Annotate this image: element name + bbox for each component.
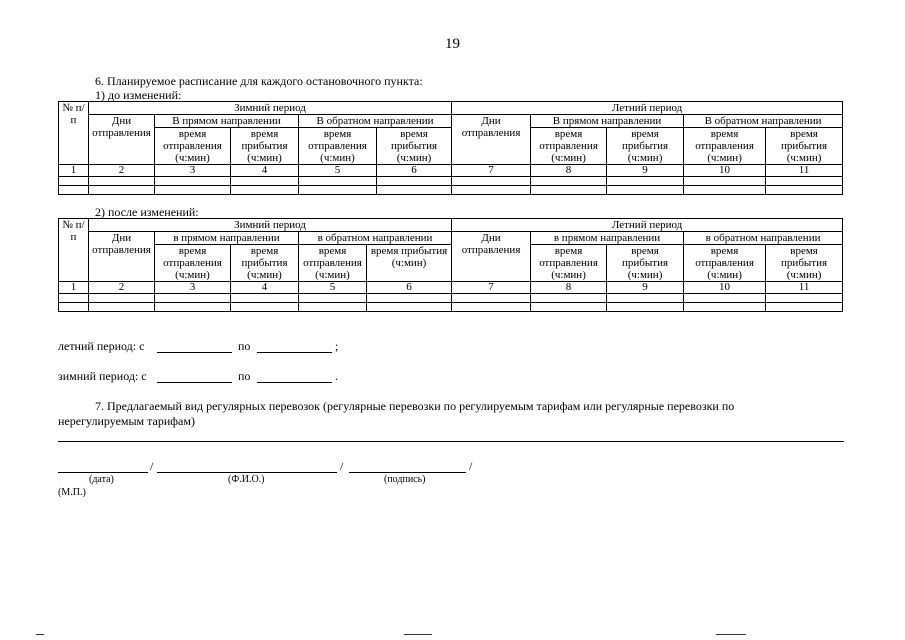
column-number: 5 bbox=[299, 282, 367, 294]
summer-period-label: летний период: с bbox=[58, 339, 145, 353]
depart-time-header: время отправления (ч:мин) bbox=[531, 128, 607, 165]
depart-time-header: время отправления (ч:мин) bbox=[155, 128, 231, 165]
scan-fragment bbox=[36, 634, 44, 635]
before-label: 1) до изменений: bbox=[95, 88, 182, 102]
column-number: 3 bbox=[155, 282, 231, 294]
winter-to-label: по bbox=[238, 369, 251, 383]
depart-time-header: время отправления (ч:мин) bbox=[531, 245, 607, 282]
winter-end-punct: . bbox=[335, 369, 338, 383]
slash-separator: / bbox=[150, 459, 154, 473]
winter-forward-header: в прямом направлении bbox=[155, 232, 299, 245]
summer-period-header: Летний период bbox=[452, 219, 843, 232]
column-number: 3 bbox=[155, 165, 231, 177]
column-number: 5 bbox=[299, 165, 377, 177]
arrive-time-header: время прибытия (ч:мин) bbox=[367, 245, 452, 282]
summer-start-field[interactable] bbox=[157, 352, 232, 353]
page-number: 19 bbox=[445, 36, 460, 52]
column-number: 1 bbox=[59, 165, 89, 177]
name-caption: (Ф.И.О.) bbox=[228, 474, 265, 485]
winter-backward-header: В обратном направлении bbox=[299, 115, 452, 128]
column-number: 11 bbox=[766, 165, 843, 177]
winter-backward-header: в обратном направлении bbox=[299, 232, 452, 245]
summer-end-field[interactable] bbox=[257, 352, 332, 353]
date-caption: (дата) bbox=[89, 474, 114, 485]
slash-separator: / bbox=[469, 459, 473, 473]
arrive-time-header: время прибытия (ч:мин) bbox=[607, 128, 684, 165]
column-number: 6 bbox=[367, 282, 452, 294]
summer-forward-header: В прямом направлении bbox=[531, 115, 684, 128]
stamp-caption: (М.П.) bbox=[58, 487, 86, 498]
arrive-time-header: время прибытия (ч:мин) bbox=[231, 128, 299, 165]
column-number: 9 bbox=[607, 282, 684, 294]
col-number-header: № п/п bbox=[59, 219, 89, 282]
name-field[interactable] bbox=[157, 472, 337, 473]
column-number: 4 bbox=[231, 165, 299, 177]
arrive-time-header: время прибытия (ч:мин) bbox=[607, 245, 684, 282]
table-row bbox=[59, 186, 843, 195]
scan-fragment bbox=[404, 634, 432, 635]
column-number: 6 bbox=[377, 165, 452, 177]
summer-backward-header: в обратном направлении bbox=[684, 232, 843, 245]
summer-period-header: Летний период bbox=[452, 102, 843, 115]
summer-days-header: Дни отправления bbox=[452, 232, 531, 282]
column-number: 11 bbox=[766, 282, 843, 294]
section7-line2: нерегулируемым тарифам) bbox=[58, 414, 195, 428]
schedule-table-before bbox=[58, 101, 843, 195]
section6-title: 6. Планируемое расписание для каждого остановочного пункта: bbox=[95, 74, 423, 88]
winter-days-header: Дни отправления bbox=[89, 115, 155, 165]
arrive-time-header: время прибытия (ч:мин) bbox=[766, 128, 843, 165]
depart-time-header: время отправления (ч:мин) bbox=[299, 245, 367, 282]
column-number: 2 bbox=[89, 165, 155, 177]
depart-time-header: время отправления (ч:мин) bbox=[684, 245, 766, 282]
table-row bbox=[59, 303, 843, 312]
winter-end-field[interactable] bbox=[257, 382, 332, 383]
column-number: 7 bbox=[452, 282, 531, 294]
winter-period-header: Зимний период bbox=[89, 219, 452, 232]
col-number-header: № п/п bbox=[59, 102, 89, 165]
section7-line1: 7. Предлагаемый вид регулярных перевозок (регулярные перевозки по регулируемым тарифам или регулярные перевозки по bbox=[95, 399, 735, 413]
summer-to-label: по bbox=[238, 339, 251, 353]
depart-time-header: время отправления (ч:мин) bbox=[299, 128, 377, 165]
table-row bbox=[59, 294, 843, 303]
table-row bbox=[59, 177, 843, 186]
signature-caption: (подпись) bbox=[384, 474, 426, 485]
depart-time-header: время отправления (ч:мин) bbox=[684, 128, 766, 165]
scan-fragment bbox=[716, 634, 746, 635]
winter-forward-header: В прямом направлении bbox=[155, 115, 299, 128]
column-number: 2 bbox=[89, 282, 155, 294]
column-number: 8 bbox=[531, 282, 607, 294]
summer-backward-header: В обратном направлении bbox=[684, 115, 843, 128]
winter-period-label: зимний период: с bbox=[58, 369, 147, 383]
column-number: 4 bbox=[231, 282, 299, 294]
column-number: 10 bbox=[684, 165, 766, 177]
column-number: 8 bbox=[531, 165, 607, 177]
summer-forward-header: в прямом направлении bbox=[531, 232, 684, 245]
column-number: 9 bbox=[607, 165, 684, 177]
date-field[interactable] bbox=[58, 472, 148, 473]
arrive-time-header: время прибытия (ч:мин) bbox=[377, 128, 452, 165]
transport-type-field[interactable] bbox=[58, 441, 844, 442]
column-number: 10 bbox=[684, 282, 766, 294]
schedule-table-after bbox=[58, 218, 843, 312]
summer-end-punct: ; bbox=[335, 339, 339, 353]
slash-separator: / bbox=[340, 459, 344, 473]
signature-field[interactable] bbox=[349, 472, 466, 473]
summer-days-header: Дни отправления bbox=[452, 115, 531, 165]
arrive-time-header: время прибытия (ч:мин) bbox=[766, 245, 843, 282]
arrive-time-header: время прибытия (ч:мин) bbox=[231, 245, 299, 282]
winter-start-field[interactable] bbox=[157, 382, 232, 383]
depart-time-header: время отправления (ч:мин) bbox=[155, 245, 231, 282]
column-number: 1 bbox=[59, 282, 89, 294]
winter-days-header: Дни отправления bbox=[89, 232, 155, 282]
column-number: 7 bbox=[452, 165, 531, 177]
after-label: 2) после изменений: bbox=[95, 205, 199, 219]
winter-period-header: Зимний период bbox=[89, 102, 452, 115]
